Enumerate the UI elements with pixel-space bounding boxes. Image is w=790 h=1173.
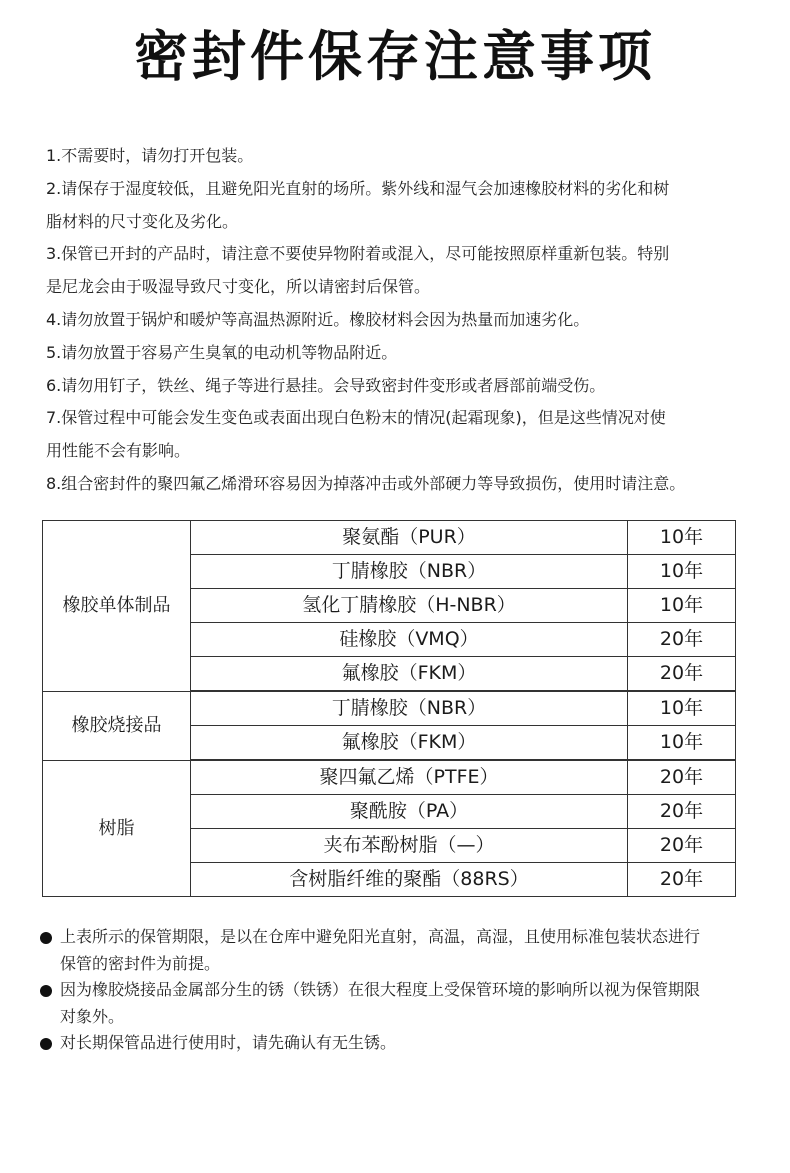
table-row (43, 760, 736, 795)
material-cell: 氟橡胶（FKM） (191, 657, 628, 692)
note-line: 2.请保存于湿度较低，且避免阳光直射的场所。紫外线和湿气会加速橡胶材料的劣化和树 (46, 178, 670, 198)
material-cell: 夹布苯酚树脂（—） (191, 829, 628, 863)
period-cell: 10年 (628, 691, 736, 726)
material-cell: 聚酰胺（PA） (191, 795, 628, 829)
note-line: 1.不需要时，请勿打开包装。 (46, 146, 254, 165)
bullet-icon (40, 985, 52, 997)
period-cell: 20年 (628, 657, 736, 692)
period-cell: 20年 (628, 760, 736, 795)
category-cell: 橡胶单体制品 (43, 521, 191, 692)
material-cell: 丁腈橡胶（NBR） (191, 691, 628, 726)
footnote-line: 因为橡胶烧接品金属部分生的锈（铁锈）在很大程度上受保管环境的影响所以视为保管期限 (60, 980, 701, 999)
shelf-life-table (42, 520, 736, 897)
footnote-line: 保管的密封件为前提。 (60, 953, 221, 973)
material-cell: 氢化丁腈橡胶（H-NBR） (191, 589, 628, 623)
footnote-line: 上表所示的保管期限，是以在仓库中避免阳光直射，高温，高湿，且使用标准包装状态进行 (60, 927, 701, 946)
period-cell: 20年 (628, 829, 736, 863)
material-cell: 丁腈橡胶（NBR） (191, 555, 628, 589)
period-cell: 20年 (628, 795, 736, 829)
footnote-item (40, 977, 760, 1030)
category-cell: 橡胶烧接品 (43, 691, 191, 760)
period-cell: 10年 (628, 555, 736, 589)
material-cell: 含树脂纤维的聚酯（88RS） (191, 863, 628, 897)
note-line: 8.组合密封件的聚四氟乙烯滑环容易因为掉落冲击或外部硬力等导致损伤，使用时请注意。 (46, 473, 686, 493)
table-row (43, 521, 736, 555)
material-cell: 聚氨酯（PUR） (191, 521, 628, 555)
note-line: 脂材料的尺寸变化及劣化。 (46, 211, 239, 231)
note-line: 4.请勿放置于锅炉和暖炉等高温热源附近。橡胶材料会因为热量而加速劣化。 (46, 309, 590, 329)
bullet-icon (40, 1038, 52, 1050)
period-cell: 20年 (628, 863, 736, 897)
footnote-item (40, 1030, 760, 1057)
note-line: 3.保管已开封的产品时，请注意不要使异物附着或混入，尽可能按照原样重新包装。特别 (46, 244, 670, 264)
page-title: 密封件保存注意事项 (134, 25, 656, 88)
bullet-icon (40, 932, 52, 944)
note-line: 用性能不会有影响。 (46, 441, 191, 461)
table-row (43, 691, 736, 726)
note-line: 是尼龙会由于吸湿导致尺寸变化，所以请密封后保管。 (46, 277, 431, 297)
note-line: 7.保管过程中可能会发生变色或表面出现白色粉末的情况(起霜现象)，但是这些情况对使 (46, 408, 666, 428)
note-line: 5.请勿放置于容易产生臭氧的电动机等物品附近。 (46, 342, 398, 362)
period-cell: 10年 (628, 589, 736, 623)
material-cell: 硅橡胶（VMQ） (191, 623, 628, 657)
period-cell: 10年 (628, 726, 736, 761)
storage-notes (46, 140, 766, 501)
material-cell: 氟橡胶（FKM） (191, 726, 628, 761)
footnotes (40, 924, 760, 1057)
footnote-item (40, 924, 760, 977)
footnote-line: 对象外。 (60, 1006, 125, 1026)
category-cell: 树脂 (43, 760, 191, 897)
period-cell: 20年 (628, 623, 736, 657)
material-cell: 聚四氟乙烯（PTFE） (191, 760, 628, 795)
note-line: 6.请勿用钉子，铁丝、绳子等进行悬挂。会导致密封件变形或者唇部前端受伤。 (46, 375, 606, 395)
footnote-line: 对长期保管品进行使用时，请先确认有无生锈。 (60, 1033, 397, 1052)
period-cell: 10年 (628, 521, 736, 555)
